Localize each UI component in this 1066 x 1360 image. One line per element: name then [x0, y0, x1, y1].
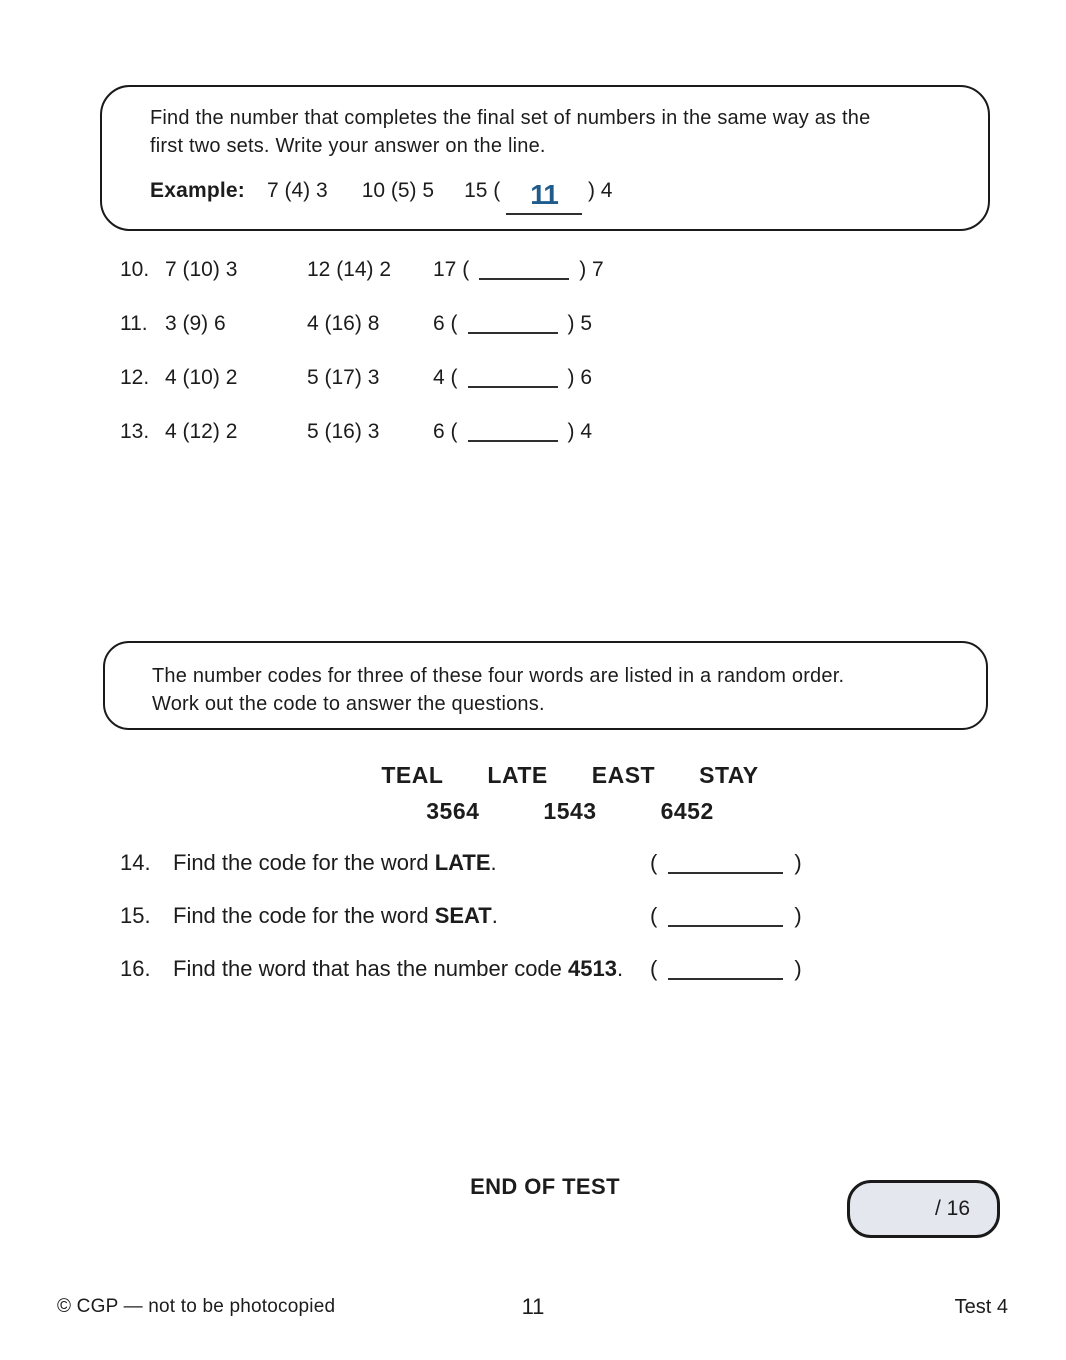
question-set3-suffix: ) 5	[567, 312, 593, 335]
instruction2-line2: Work out the code to answer the questions.	[152, 693, 545, 715]
question-set3-prefix: 6 (	[433, 420, 458, 443]
question-set-2: 4 (16) 8	[307, 312, 380, 335]
code-word: STAY	[699, 762, 759, 788]
question-set-1: 4 (10) 2	[165, 366, 238, 389]
answer-blank-q13[interactable]	[468, 424, 558, 442]
question-number: 13.	[120, 420, 150, 443]
example-set-3	[464, 179, 612, 215]
answer-area: ( )	[650, 903, 802, 928]
example-label: Example:	[150, 179, 245, 202]
question-set-3	[433, 258, 604, 282]
question-text-bold: 4513	[568, 956, 617, 981]
code-word: TEAL	[381, 762, 444, 788]
answer-blank-q14[interactable]	[668, 856, 783, 874]
example-set3-suffix: ) 4	[587, 179, 613, 202]
code-word: EAST	[591, 762, 656, 788]
question-text	[173, 903, 498, 929]
end-of-test-heading: END OF TEST	[470, 1174, 620, 1199]
question-set3-suffix: ) 6	[567, 366, 593, 389]
instruction1-line1: Find the number that completes the final set of numbers in the same way as the	[150, 107, 871, 129]
question-set-3	[433, 312, 604, 336]
answer-blank-q12[interactable]	[468, 370, 558, 388]
number-code: 6452	[660, 798, 714, 824]
question-row-11	[120, 312, 604, 366]
question-text-suffix: .	[490, 850, 497, 875]
number-codes-row	[0, 798, 1066, 825]
example-set3-prefix: 15 (	[464, 179, 501, 202]
question-set-2: 12 (14) 2	[307, 258, 392, 281]
example-row	[150, 179, 958, 215]
question-set-3	[433, 420, 604, 444]
score-box[interactable]	[847, 1180, 1000, 1238]
question-set-1: 3 (9) 6	[165, 312, 226, 335]
footer-page-number: 11	[521, 1294, 545, 1319]
answer-area: ( )	[650, 850, 802, 875]
example-set-1: 7 (4) 3	[266, 179, 328, 202]
instruction-box-1	[100, 85, 990, 231]
question-set3-suffix: ) 7	[579, 258, 604, 281]
answer-blank-q16[interactable]	[668, 962, 783, 980]
question-set3-prefix: 17 (	[433, 258, 470, 281]
instruction1-line2: first two sets. Write your answer on the line.	[150, 135, 546, 157]
question-text-suffix: .	[491, 903, 498, 928]
code-words-row	[0, 762, 1066, 789]
question-row-13	[120, 420, 604, 474]
answer-blank-q15[interactable]	[668, 909, 783, 927]
score-label: / 16	[934, 1197, 970, 1220]
question-number: 10.	[120, 258, 150, 281]
question-number: 11.	[120, 312, 148, 335]
question-text-prefix: Find the code for the word	[173, 903, 435, 928]
question-text	[173, 956, 623, 982]
answer-blank-q10[interactable]	[479, 262, 569, 280]
instruction2-line1: The number codes for three of these four words are listed in a random order.	[152, 665, 845, 687]
question-set3-prefix: 4 (	[433, 366, 458, 389]
example-set-2: 10 (5) 5	[361, 179, 435, 202]
footer-copyright: © CGP — not to be photocopied	[57, 1296, 336, 1317]
question-set-2: 5 (16) 3	[307, 420, 380, 443]
question-row-12	[120, 366, 604, 420]
number-code: 1543	[543, 798, 597, 824]
questions-10-13	[120, 258, 604, 474]
question-number: 15.	[120, 903, 151, 928]
question-row-10	[120, 258, 604, 312]
example-answer-value: 11	[530, 179, 558, 210]
instruction-box-2	[103, 641, 988, 730]
answer-area: ( )	[650, 956, 802, 981]
footer-test-label: Test 4	[954, 1296, 1008, 1318]
question-text	[173, 850, 497, 876]
question-text-bold: SEAT	[434, 903, 492, 928]
question-set3-prefix: 6 (	[433, 312, 458, 335]
question-text-suffix: .	[616, 956, 624, 981]
number-code: 3564	[426, 798, 480, 824]
question-set-2: 5 (17) 3	[307, 366, 380, 389]
question-number: 12.	[120, 366, 150, 389]
question-set3-suffix: ) 4	[567, 420, 593, 443]
example-answer-blank[interactable]	[506, 181, 582, 215]
question-text-prefix: Find the word that has the number code	[173, 956, 569, 981]
question-text-bold: LATE	[434, 850, 491, 875]
question-set-1: 7 (10) 3	[165, 258, 238, 281]
question-number: 14.	[120, 850, 151, 875]
question-set-1: 4 (12) 2	[165, 420, 238, 443]
question-text-prefix: Find the code for the word	[173, 850, 435, 875]
answer-blank-q11[interactable]	[468, 316, 558, 334]
question-number: 16.	[120, 956, 151, 981]
code-word: LATE	[487, 762, 548, 788]
question-set-3	[433, 366, 604, 390]
